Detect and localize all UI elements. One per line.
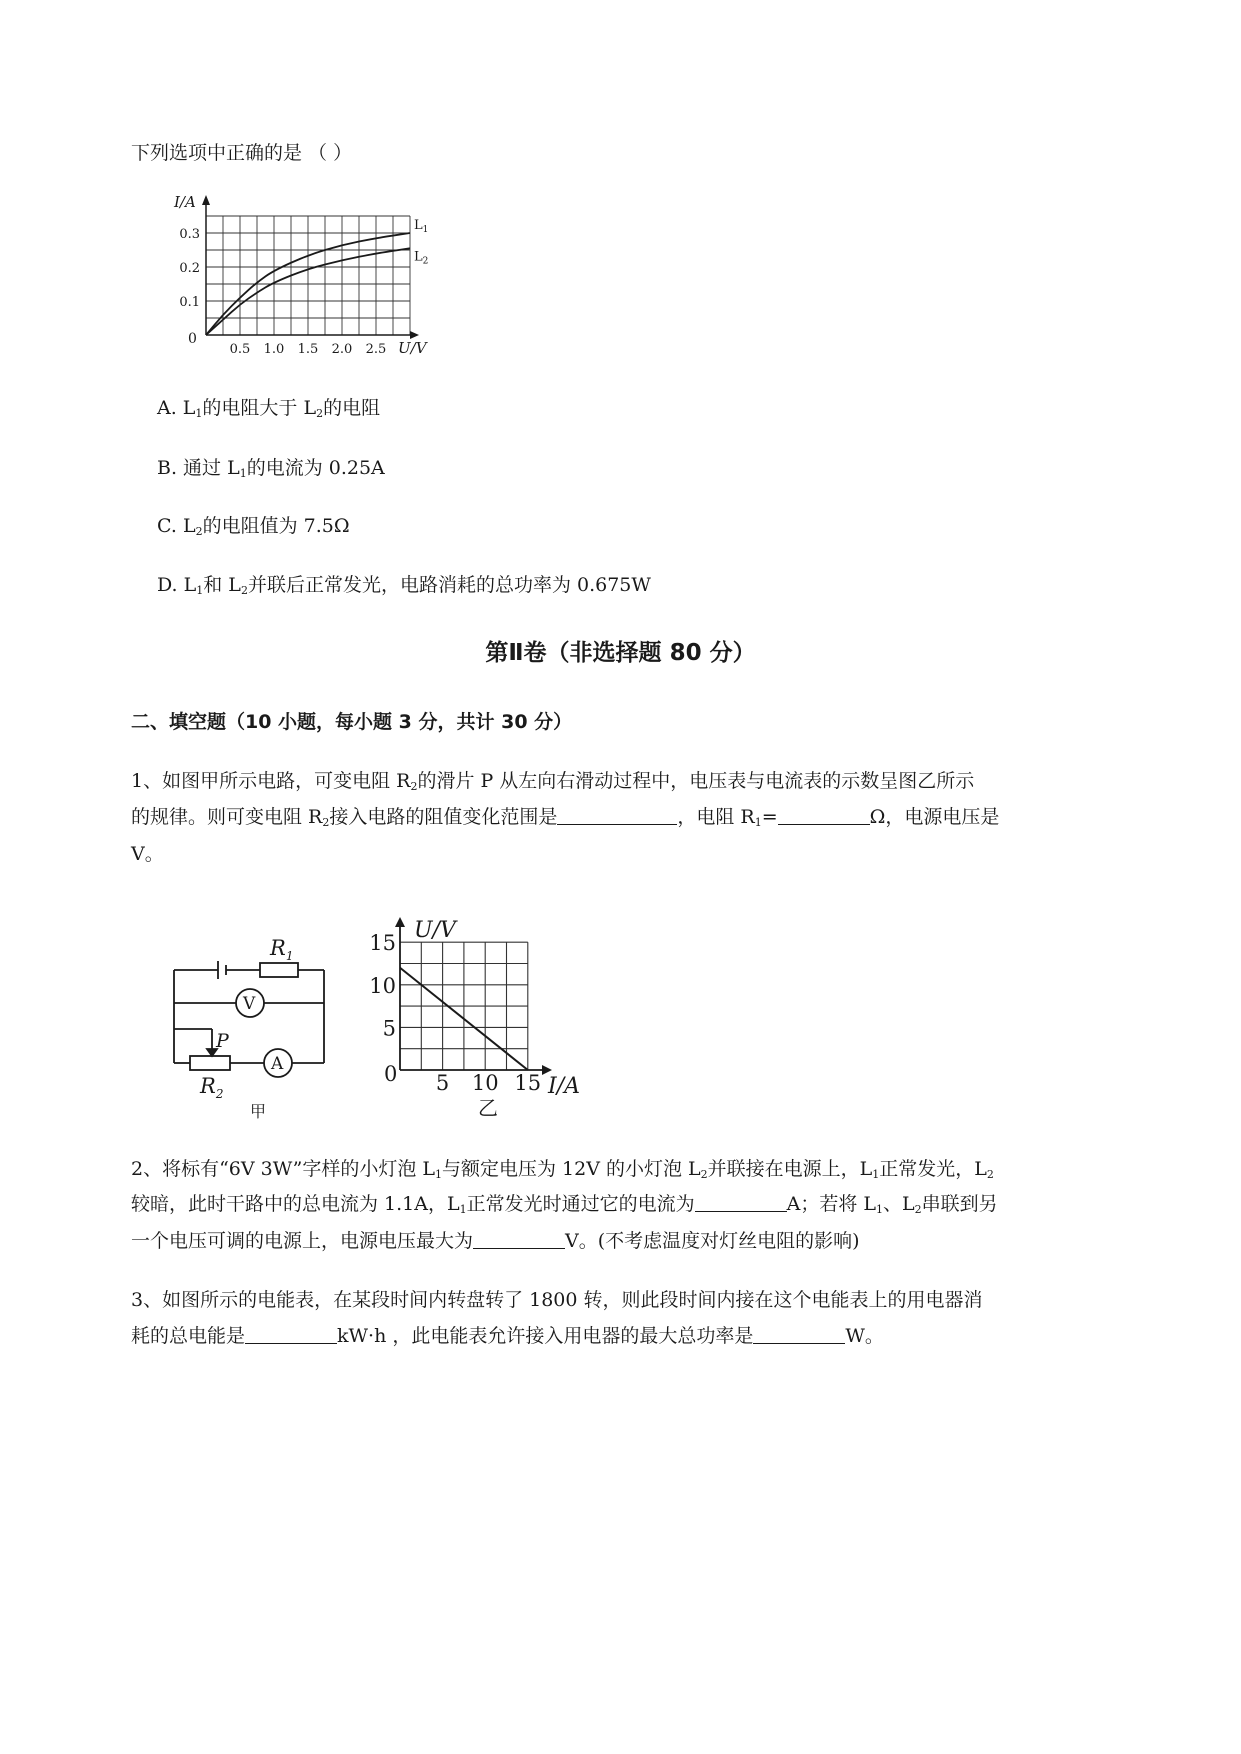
option-c-pre: C. L — [157, 515, 196, 537]
option-a-mid: 的电阻大于 L — [202, 397, 317, 419]
ui-chart — [368, 915, 608, 1125]
x-tick-label: 1.5 — [297, 342, 319, 357]
text: 耗的总电能是 — [131, 1325, 246, 1347]
text: 较暗，此时干路中的总电流为 1.1A，L — [131, 1193, 460, 1215]
x-tick-label: 10 — [471, 1071, 499, 1095]
voltmeter-label: V — [243, 994, 256, 1014]
subscript: 2 — [240, 584, 248, 597]
option-b-pre: B. 通过 L — [157, 457, 240, 479]
answer-blank-power[interactable] — [753, 1327, 845, 1344]
resistor-r1 — [260, 963, 298, 977]
iu-chart — [160, 185, 460, 375]
text: V。(不考虑温度对灯丝电阻的影响) — [565, 1230, 860, 1252]
text: ，电阻 R — [677, 806, 755, 828]
subscript: 2 — [322, 816, 330, 829]
q2-line-2 — [131, 1195, 998, 1214]
subscript: 1 — [872, 1168, 880, 1181]
option-b[interactable] — [157, 459, 385, 478]
x-tick-label: 5 — [435, 1071, 450, 1095]
subscript: 2 — [700, 1168, 708, 1181]
x-tick-label: 2.5 — [365, 342, 387, 357]
subscript: 2 — [986, 1168, 994, 1181]
y-axis-arrow — [202, 195, 210, 205]
text: = — [761, 806, 778, 828]
subscript: 2 — [914, 1203, 922, 1216]
text: 接入电路的阻值变化范围是 — [329, 806, 558, 828]
subscript: 2 — [195, 525, 203, 538]
option-d-mid: 和 L — [203, 574, 241, 596]
y-axis-arrow — [395, 917, 405, 927]
answer-blank-range[interactable] — [557, 808, 677, 825]
subscript: 2 — [410, 780, 418, 793]
y-axis-label: U/V — [414, 918, 456, 943]
q3-line-2 — [131, 1327, 884, 1346]
q1-line-3: V。 — [131, 843, 164, 865]
text: W。 — [845, 1325, 884, 1347]
q2-line-1 — [131, 1160, 994, 1179]
subscript: 1 — [459, 1203, 467, 1216]
text: 1、如图甲所示电路，可变电阻 R — [131, 770, 411, 792]
subscript: 1 — [196, 584, 204, 597]
circuit-diagram — [160, 925, 340, 1125]
y-tick-label: 0.3 — [179, 227, 200, 242]
text: 、L — [883, 1193, 915, 1215]
subscript: 1 — [239, 467, 247, 480]
q1-line-1 — [131, 772, 974, 791]
y-tick-label: 0.1 — [179, 295, 200, 310]
option-d-post: 并联后正常发光，电路消耗的总功率为 0.675W — [247, 574, 651, 596]
part-heading: 二、填空题（10 小题，每小题 3 分，共计 30 分） — [131, 711, 573, 733]
subscript: 2 — [316, 407, 324, 420]
figure-caption-yi: 乙 — [478, 1096, 498, 1120]
text: 2、将标有“6V 3W”字样的小灯泡 L — [131, 1158, 435, 1180]
option-a-pre: A. L — [157, 397, 196, 419]
text: 的滑片 P 从左向右滑动过程中，电压表与电流表的示数呈图乙所示 — [417, 770, 975, 792]
x-axis-label: I/A — [548, 1074, 580, 1099]
text: 与额定电压为 12V 的小灯泡 L — [442, 1158, 701, 1180]
text: 的规律。则可变电阻 R — [131, 806, 323, 828]
text: Ω，电源电压是 — [869, 806, 1000, 828]
y-tick-label: 15 — [369, 931, 396, 956]
question-stem: 下列选项中正确的是 （ ） — [131, 142, 353, 164]
answer-blank-energy[interactable] — [245, 1327, 337, 1344]
section-title: 第Ⅱ卷（非选择题 80 分） — [485, 640, 756, 666]
text: A；若将 L — [786, 1193, 877, 1215]
x-tick-label: 0.5 — [229, 342, 251, 357]
text: 并联接在电源上，L — [707, 1158, 873, 1180]
series-label-l1: $L_1$ — [414, 218, 429, 235]
subscript: 1 — [435, 1168, 442, 1181]
q1-line-2 — [131, 808, 999, 827]
y-tick-label: 5 — [382, 1016, 396, 1041]
r2-label: $R_2$ — [200, 1074, 224, 1101]
origin-label: 0 — [384, 1062, 398, 1086]
text: 串联到另 — [921, 1193, 998, 1215]
x-axis-arrow — [410, 331, 419, 339]
subscript: 1 — [195, 407, 203, 420]
text: 一个电压可调的电源上，电源电压最大为 — [131, 1230, 474, 1252]
option-c-post: 的电阻值为 7.5Ω — [202, 515, 350, 537]
answer-blank-current[interactable] — [695, 1195, 787, 1212]
figure-caption-jia: 甲 — [250, 1102, 267, 1121]
slider-p-label: P — [216, 1030, 229, 1052]
text: 正常发光，L — [879, 1158, 987, 1180]
chart-grid — [206, 216, 410, 335]
option-d[interactable] — [157, 576, 651, 595]
x-axis-label: U/V — [398, 339, 427, 357]
r1-label: $R_1$ — [270, 936, 294, 963]
subscript: 1 — [754, 816, 762, 829]
text: 正常发光时通过它的电流为 — [466, 1193, 695, 1215]
option-c[interactable] — [157, 517, 350, 536]
y-tick-label: 10 — [369, 973, 396, 998]
q3-line-1: 3、如图所示的电能表，在某段时间内转盘转了 1800 转，则此段时间内接在这个电能表上的用电器消 — [131, 1289, 983, 1311]
answer-blank-r1[interactable] — [778, 808, 870, 825]
origin-label: 0 — [188, 331, 197, 347]
rheostat-r2 — [190, 1056, 230, 1070]
ammeter-label: A — [271, 1054, 284, 1074]
option-d-pre: D. L — [157, 574, 197, 596]
x-tick-label: 2.0 — [331, 342, 353, 357]
chart-series — [206, 218, 428, 335]
x-tick-label: 15 — [514, 1071, 542, 1095]
option-a-post: 的电阻 — [323, 397, 381, 419]
subscript: 1 — [876, 1203, 884, 1216]
text: kW·h ，此电能表允许接入用电器的最大总功率是 — [337, 1325, 754, 1347]
y-tick-label: 0.2 — [179, 261, 200, 276]
q2-line-3 — [131, 1232, 860, 1251]
x-tick-label: 1.0 — [263, 342, 285, 357]
series-label-l2: $L_2$ — [414, 249, 429, 267]
answer-blank-voltage[interactable] — [473, 1232, 565, 1249]
option-a[interactable] — [157, 399, 380, 418]
y-axis-label: I/A — [174, 193, 196, 211]
option-b-post: 的电流为 0.25A — [246, 457, 385, 479]
